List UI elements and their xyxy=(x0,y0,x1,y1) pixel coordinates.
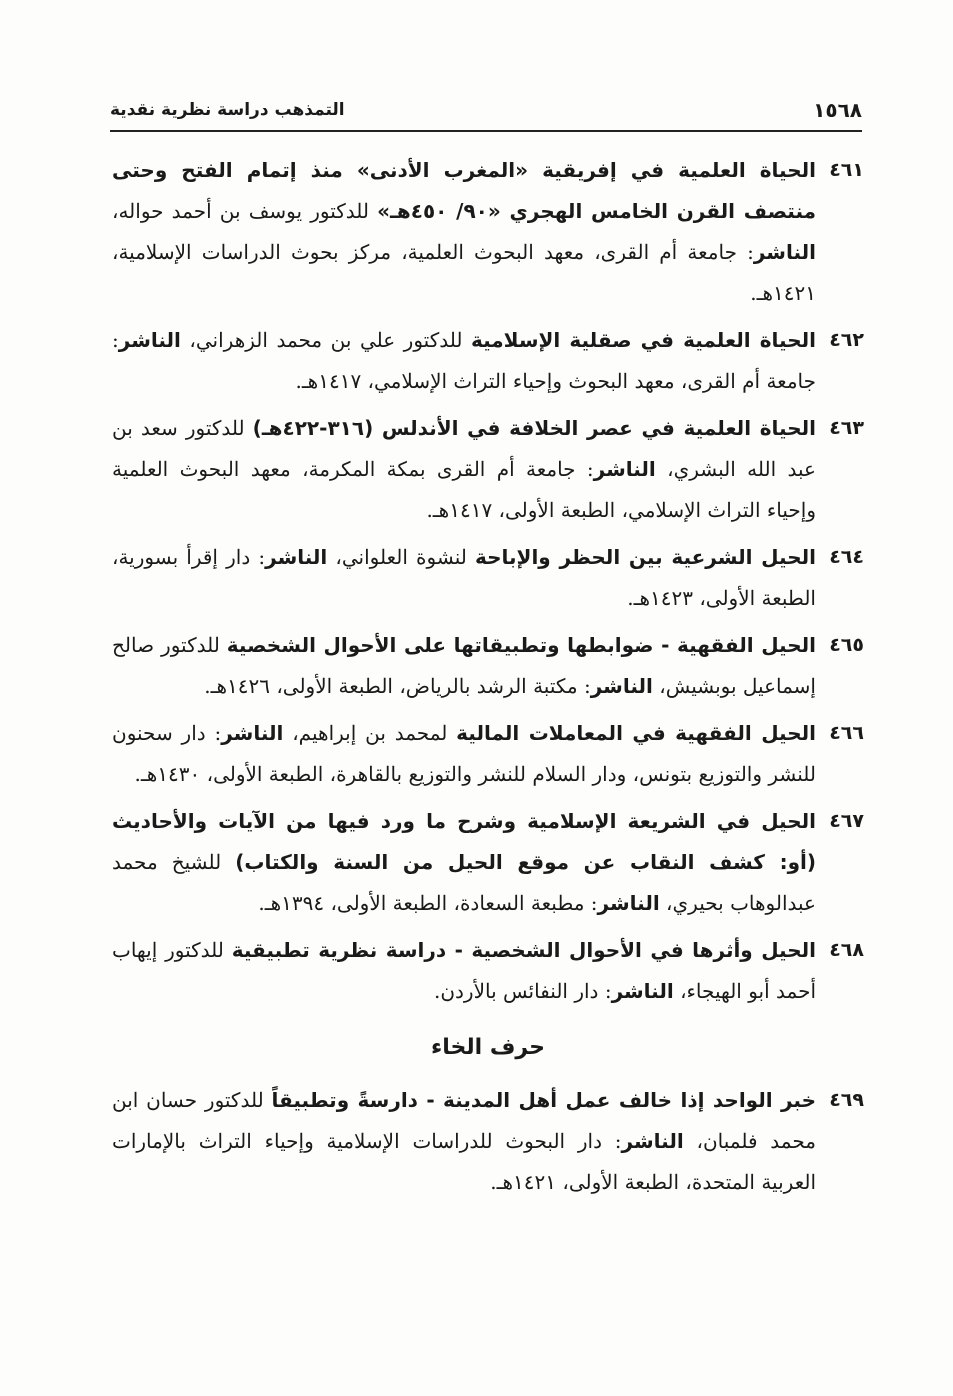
entry-details: : مكتبة الرشد بالرياض، الطبعة الأولى، ١٤٢٦هـ. xyxy=(204,674,591,698)
entry-title: الحيل في الشريعة الإسلامية وشرح ما ورد فيها من الآيات والأحاديث (أو: كشف النقاب عن موقع الحيل من السنة والكتاب) xyxy=(112,809,817,874)
publisher-label: الناشر xyxy=(611,979,674,1003)
entry-number: ٤٦٤ xyxy=(829,546,864,568)
publisher-label: الناشر xyxy=(597,891,660,915)
entry-details: : مطبعة السعادة، الطبعة الأولى، ١٣٩٤هـ. xyxy=(258,891,598,915)
entry-title: خبر الواحد إذا خالف عمل أهل المدينة - دارسةً وتطبيقاً xyxy=(271,1088,816,1112)
entry-text xyxy=(112,150,816,314)
entry-author: للدكتور سعد بن عبد الله البشري، xyxy=(112,416,816,481)
entry-title: الحياة العلمية في إفريقية «المغرب الأدنى» منذ إتمام الفتح وحتى منتصف القرن الخامس الهجري «٩٠/ ٤٥٠هـ» xyxy=(112,158,816,223)
publisher-label: الناشر xyxy=(753,240,816,264)
entry-details: : دار البحوث للدراسات الإسلامية وإحياء التراث بالإمارات العربية المتحدة، الطبعة الأولى، ١٤٢١هـ. xyxy=(112,1129,816,1194)
publisher-label: الناشر xyxy=(590,674,653,698)
entry-number: ٤٦٩ xyxy=(829,1089,864,1111)
bibliography-entry xyxy=(112,408,864,531)
entry-details: : دار النفائس بالأردن. xyxy=(433,979,612,1003)
entry-title: الحيل الفقهية - ضوابطها وتطبيقاتها على الأحوال الشخصية xyxy=(226,633,816,657)
entry-text xyxy=(112,930,816,1012)
entry-details: : دار إقرأ بسورية، الطبعة الأولى، ١٤٢٣هـ. xyxy=(112,545,816,610)
entry-text xyxy=(112,1080,816,1203)
entry-text xyxy=(112,801,816,924)
bibliography-entry xyxy=(112,801,864,924)
bibliography-entry xyxy=(112,1080,864,1203)
entry-text xyxy=(112,320,816,402)
bibliography-entry xyxy=(112,625,864,707)
entry-title: الحيل وأثرها في الأحوال الشخصية - دراسة نظرية تطبيقية xyxy=(231,938,816,962)
bibliography-entry xyxy=(112,320,864,402)
entry-author: للشيخ محمد عبدالوهاب بحيري، xyxy=(112,850,816,915)
publisher-label: الناشر xyxy=(265,545,328,569)
entry-author: للدكتور علي بن محمد الزهراني، xyxy=(180,328,471,352)
entry-text xyxy=(112,625,816,707)
entry-number: ٤٦٥ xyxy=(829,634,864,656)
entry-details: : جامعة أم القرى، معهد البحوث وإحياء التراث الإسلامي، ١٤١٧هـ. xyxy=(112,328,816,393)
bibliography-entry xyxy=(112,150,864,314)
entry-number: ٤٦٦ xyxy=(829,722,864,744)
entry-title: الحيل الفقهية في المعاملات المالية xyxy=(456,721,816,745)
entry-author: للدكتور حسان ابن محمد فلمبان، xyxy=(112,1088,816,1153)
entry-author: لنشوة العلواني، xyxy=(327,545,475,569)
entry-author: للدكتور إيهاب أحمد أبو الهيجاء، xyxy=(112,938,816,1003)
entry-title: الحيل الشرعية بين الحظر والإباحة xyxy=(474,545,816,569)
entry-number: ٤٦١ xyxy=(829,159,864,181)
entry-author: لمحمد بن إبراهيم، xyxy=(283,721,457,745)
entry-text xyxy=(112,713,816,795)
entry-details: : جامعة أم القرى، معهد البحوث العلمية، مركز بحوث الدراسات الإسلامية، ١٤٢١هـ. xyxy=(112,240,816,305)
entry-title: الحياة العلمية في صقلية الإسلامية xyxy=(470,328,817,352)
entry-number: ٤٦٢ xyxy=(829,329,864,351)
bibliography-entry xyxy=(112,713,864,795)
page-header xyxy=(110,96,862,132)
publisher-label: الناشر xyxy=(621,1129,684,1153)
entry-number: ٤٦٣ xyxy=(829,417,864,439)
entry-author: للدكتور صالح إسماعيل بوبشيش، xyxy=(112,633,816,698)
publisher-label: الناشر xyxy=(118,328,181,352)
entry-author: للدكتور يوسف بن أحمد حواله، xyxy=(112,199,378,223)
section-heading: حرف الخاء xyxy=(431,1035,545,1060)
bibliography-list xyxy=(112,150,864,1209)
entry-details: : جامعة أم القرى بمكة المكرمة، معهد البحوث العلمية وإحياء التراث الإسلامي، الطبعة الأولى، ١٤١٧هـ. xyxy=(112,457,816,522)
publisher-label: الناشر xyxy=(221,721,284,745)
bibliography-entry xyxy=(112,537,864,619)
entry-text xyxy=(112,408,816,531)
entry-text xyxy=(112,537,816,619)
page-number: ١٥٦٨ xyxy=(813,98,862,122)
entry-details: : دار سحنون للنشر والتوزيع بتونس، ودار السلام للنشر والتوزيع بالقاهرة، الطبعة الأولى، ١٤٣٠هـ. xyxy=(112,721,816,786)
entry-title: الحياة العلمية في عصر الخلافة في الأندلس (٣١٦-٤٢٢هـ) xyxy=(252,416,816,440)
entry-number: ٤٦٧ xyxy=(829,810,864,832)
running-title: التمذهب دراسة نظرية نقدية xyxy=(110,100,345,120)
publisher-label: الناشر xyxy=(593,457,656,481)
entry-number: ٤٦٨ xyxy=(829,939,864,961)
bibliography-entry xyxy=(112,930,864,1012)
